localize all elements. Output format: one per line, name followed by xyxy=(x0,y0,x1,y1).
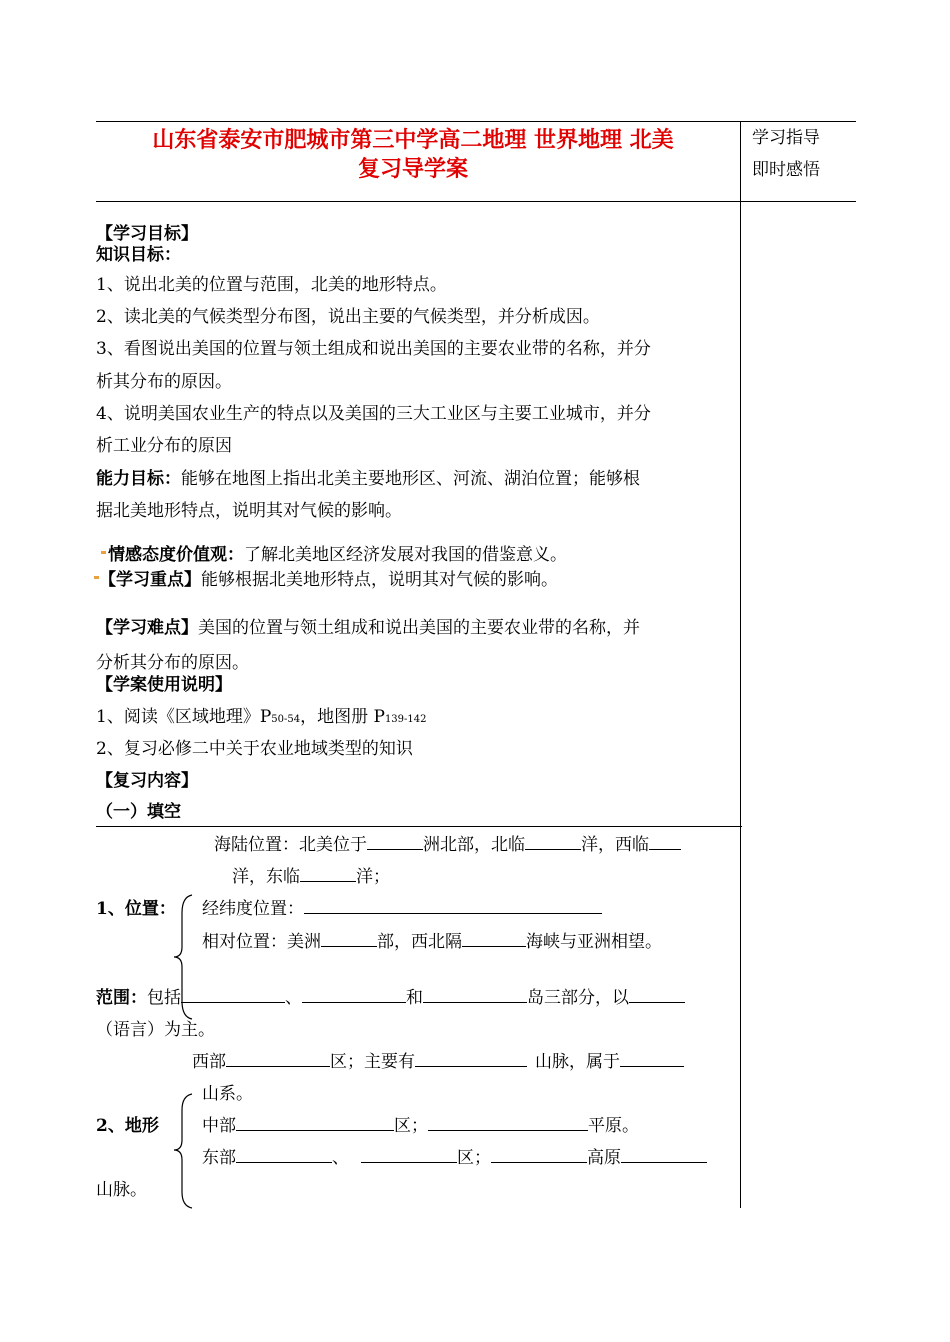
east-text-c: 区； xyxy=(457,1148,491,1168)
middle-text-a: 中部 xyxy=(202,1116,236,1136)
east-text-d: 高原 xyxy=(587,1148,621,1168)
table-top-border xyxy=(96,121,856,122)
blank[interactable] xyxy=(236,1146,332,1163)
emotion-label: 情感态度价值观： xyxy=(108,545,244,565)
usage-item-2: 2、复习必修二中关于农业地域类型的知识 xyxy=(96,739,413,759)
terrain-label: 2、地形 xyxy=(96,1116,159,1136)
edit-marker xyxy=(101,551,106,554)
usage-item-1 xyxy=(96,702,427,727)
blank[interactable] xyxy=(181,986,285,1003)
page-range-2: 139-142 xyxy=(384,714,427,725)
ability-line-1 xyxy=(96,464,640,489)
position-label: 1、位置： xyxy=(96,899,176,919)
blank[interactable] xyxy=(525,833,581,850)
doc-title-line2: 复习导学案 xyxy=(357,157,468,182)
range-text-c: 和 xyxy=(406,988,423,1008)
fill-section-divider xyxy=(96,826,742,827)
ability-line-2: 据北美地形特点，说明其对气候的影响。 xyxy=(96,501,402,521)
objective-item-1: 1、说出北美的位置与范围，北美的地形特点。 xyxy=(96,275,447,295)
blank[interactable] xyxy=(462,930,526,947)
blank[interactable] xyxy=(361,1146,457,1163)
header-divider xyxy=(96,201,856,202)
middle-text-c: 平原。 xyxy=(588,1116,639,1136)
west-line xyxy=(192,1047,684,1072)
usage-item-1-mid: ，地图册 P xyxy=(300,707,385,727)
blank[interactable] xyxy=(302,986,406,1003)
sea-land-text-e: 洋； xyxy=(356,867,390,887)
blank[interactable] xyxy=(300,865,356,882)
difficulty-label: 【学习难点】 xyxy=(96,618,198,638)
sea-land-text-a: 海陆位置：北美位于 xyxy=(214,835,367,855)
key-point-text: 能够根据北美地形特点，说明其对气候的影响。 xyxy=(201,570,558,590)
east-text-a: 东部 xyxy=(202,1148,236,1168)
section-title: （一）填空 xyxy=(96,802,181,822)
blank[interactable] xyxy=(620,1050,684,1067)
key-point-label: 【学习重点】 xyxy=(99,570,201,590)
review-heading: 【复习内容】 xyxy=(96,771,198,791)
blank[interactable] xyxy=(428,1114,588,1131)
west-line-2: 山系。 xyxy=(202,1084,253,1104)
sea-land-line-1 xyxy=(214,830,681,855)
sea-land-line-2 xyxy=(232,862,390,887)
blank[interactable] xyxy=(649,833,681,850)
brace-terrain xyxy=(172,1092,196,1210)
usage-item-1-text: 1、阅读《区域地理》P xyxy=(96,707,272,727)
ability-label: 能力目标： xyxy=(96,469,181,489)
blank[interactable] xyxy=(304,897,602,914)
objective-item-2: 2、读北美的气候类型分布图，说出主要的气候类型，并分析成因。 xyxy=(96,307,600,327)
emotion-line xyxy=(108,540,567,565)
blank[interactable] xyxy=(236,1114,394,1131)
objective-item-4b: 析工业分布的原因 xyxy=(96,436,232,456)
relative-text-c: 海峡与亚洲相望。 xyxy=(526,932,662,952)
sea-land-text-c: 洋，西临 xyxy=(581,835,649,855)
range-text-a: 包括 xyxy=(147,988,181,1008)
blank[interactable] xyxy=(629,986,685,1003)
relative-line xyxy=(202,927,662,952)
side-label-insight: 即时感悟 xyxy=(752,160,820,180)
sea-land-text-d: 洋，东临 xyxy=(232,867,300,887)
objectives-heading: 【学习目标】 xyxy=(96,224,198,244)
difficulty-line-1 xyxy=(96,613,640,638)
west-text-c: 山脉，属于 xyxy=(535,1052,620,1072)
middle-line xyxy=(202,1111,639,1136)
blank[interactable] xyxy=(491,1146,587,1163)
difficulty-text-a: 美国的位置与领土组成和说出美国的主要农业带的名称，并 xyxy=(198,618,640,638)
difficulty-line-2: 分析其分布的原因。 xyxy=(96,653,249,673)
middle-text-b: 区； xyxy=(394,1116,428,1136)
objective-item-4a: 4、说明美国农业生产的特点以及美国的三大工业区与主要工业城市，并分 xyxy=(96,404,651,424)
relative-text-a: 相对位置：美洲 xyxy=(202,932,321,952)
range-text-b: 、 xyxy=(285,988,302,1008)
blank[interactable] xyxy=(226,1050,330,1067)
objective-item-3a: 3、看图说出美国的位置与领土组成和说出美国的主要农业带的名称，并分 xyxy=(96,339,651,359)
latlon-line xyxy=(202,894,602,919)
west-text-b: 区；主要有 xyxy=(330,1052,415,1072)
east-line xyxy=(202,1143,707,1168)
range-text-d: 岛三部分，以 xyxy=(527,988,629,1008)
usage-heading: 【学案使用说明】 xyxy=(96,675,232,695)
range-line-2: （语言）为主。 xyxy=(96,1020,215,1040)
latlon-label: 经纬度位置： xyxy=(202,899,304,919)
objective-item-3b: 析其分布的原因。 xyxy=(96,372,232,392)
blank[interactable] xyxy=(415,1050,527,1067)
east-line-2: 山脉。 xyxy=(96,1180,147,1200)
blank[interactable] xyxy=(621,1146,707,1163)
west-text-a: 西部 xyxy=(192,1052,226,1072)
relative-text-b: 部，西北隔 xyxy=(377,932,462,952)
emotion-text: 了解北美地区经济发展对我国的借鉴意义。 xyxy=(244,545,567,565)
east-text-b: 、 xyxy=(332,1148,349,1168)
key-point-line xyxy=(99,565,558,590)
ability-text-a: 能够在地图上指出北美主要地形区、河流、湖泊位置；能够根 xyxy=(181,469,640,489)
page-range-1: 50-54 xyxy=(271,714,301,725)
range-line-1 xyxy=(96,983,685,1008)
doc-title-line1: 山东省泰安市肥城市第三中学高二地理 世界地理 北美 xyxy=(152,128,674,153)
sea-land-text-b: 洲北部，北临 xyxy=(423,835,525,855)
knowledge-label: 知识目标： xyxy=(96,245,181,265)
side-label-guide: 学习指导 xyxy=(752,128,820,148)
blank[interactable] xyxy=(321,930,377,947)
range-label: 范围： xyxy=(96,988,147,1008)
blank[interactable] xyxy=(423,986,527,1003)
column-divider xyxy=(740,121,741,1208)
blank[interactable] xyxy=(367,833,423,850)
